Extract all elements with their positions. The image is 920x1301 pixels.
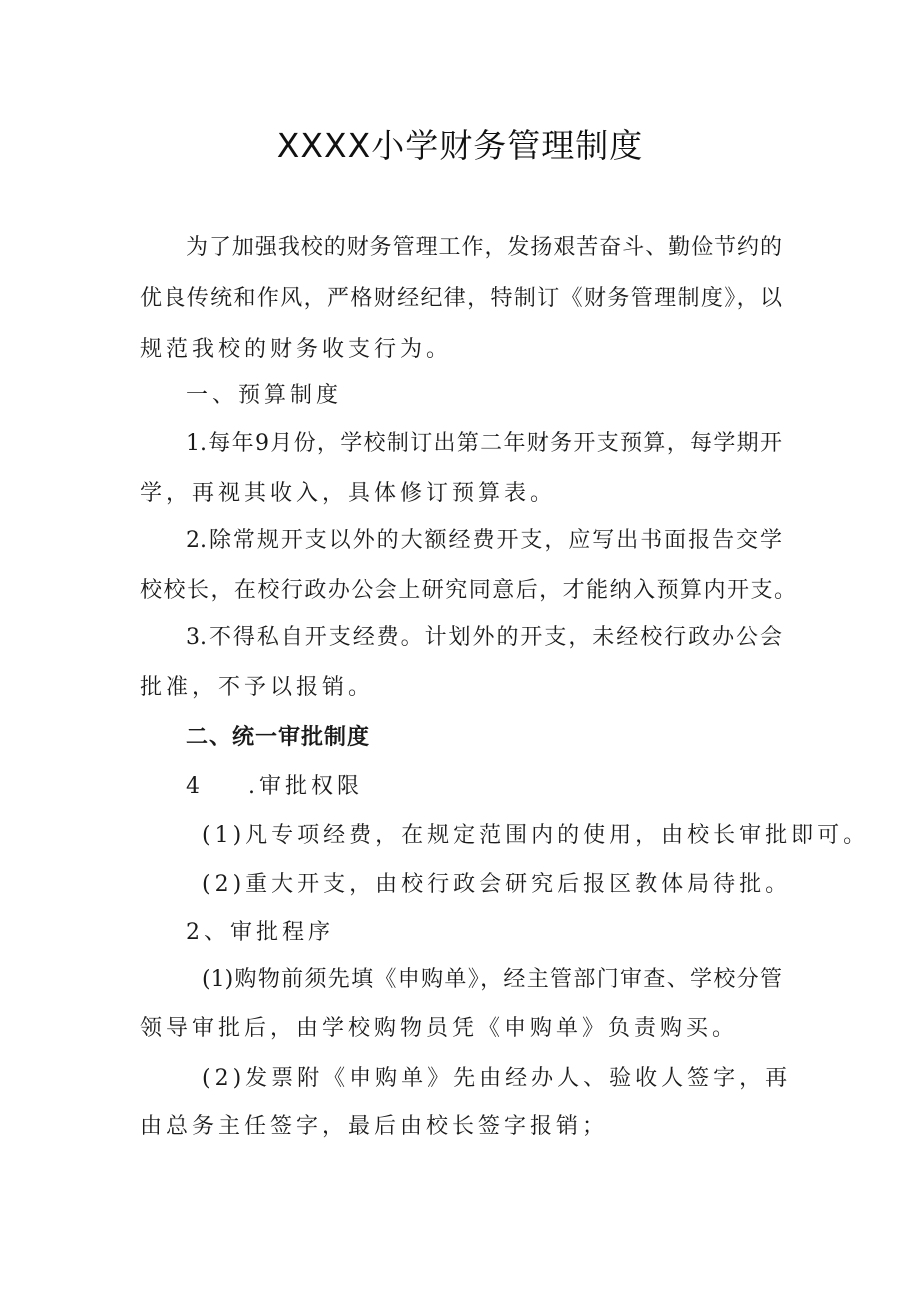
page-title: XXXX小学财务管理制度 (276, 126, 644, 165)
budget-item-3-line-2: 批准，不予以报销。 (140, 675, 375, 700)
paragraph-intro-line-3: 规范我校的财务收支行为。 (140, 337, 453, 362)
approval-procedure-item-2-line-2: 由总务主任签字，最后由校长签字报销； (140, 1114, 609, 1139)
approval-authority-heading: 4 .审批权限 (186, 774, 363, 799)
budget-item-2-line-2: 校校长，在校行政办公会上研究同意后，才能纳入预算内开支。 (140, 578, 796, 603)
approval-authority-item-2: (2)重大开支，由校行政会研究后报区教体局待批。 (202, 872, 792, 897)
approval-procedure-heading: 2、审批程序 (186, 920, 334, 945)
approval-procedure-item-1-line-2: 领导审批后，由学校购物员凭《申购单》负责购买。 (140, 1016, 739, 1041)
approval-procedure-item-2-line-1: (2)发票附《申购单》先由经办人、验收人签字，再 (202, 1066, 792, 1091)
section-heading-approval: 二、统一审批制度 (186, 725, 371, 750)
section-heading-budget: 一、预算制度 (186, 383, 343, 408)
budget-item-1-line-1: 1.每年9月份，学校制订出第二年财务开支预算，每学期开 (186, 431, 782, 456)
budget-item-3-line-1: 3.不得私自开支经费。计划外的开支，未经校行政办公会 (186, 625, 782, 650)
budget-item-2-line-1: 2.除常规开支以外的大额经费开支，应写出书面报告交学 (186, 528, 782, 553)
budget-item-1-line-2: 学，再视其收入，具体修订预算表。 (140, 481, 557, 506)
paragraph-intro-line-2: 优良传统和作风，严格财经纪律，特制订《财务管理制度》，以 (140, 286, 782, 311)
approval-authority-item-1: (1)凡专项经费，在规定范围内的使用，由校长审批即可。 (202, 823, 870, 848)
paragraph-intro-line-1: 为了加强我校的财务管理工作，发扬艰苦奋斗、勤俭节约的 (186, 235, 782, 260)
approval-procedure-item-1-line-1: (1)购物前须先填《申购单》，经主管部门审查、学校分管 (202, 967, 782, 992)
